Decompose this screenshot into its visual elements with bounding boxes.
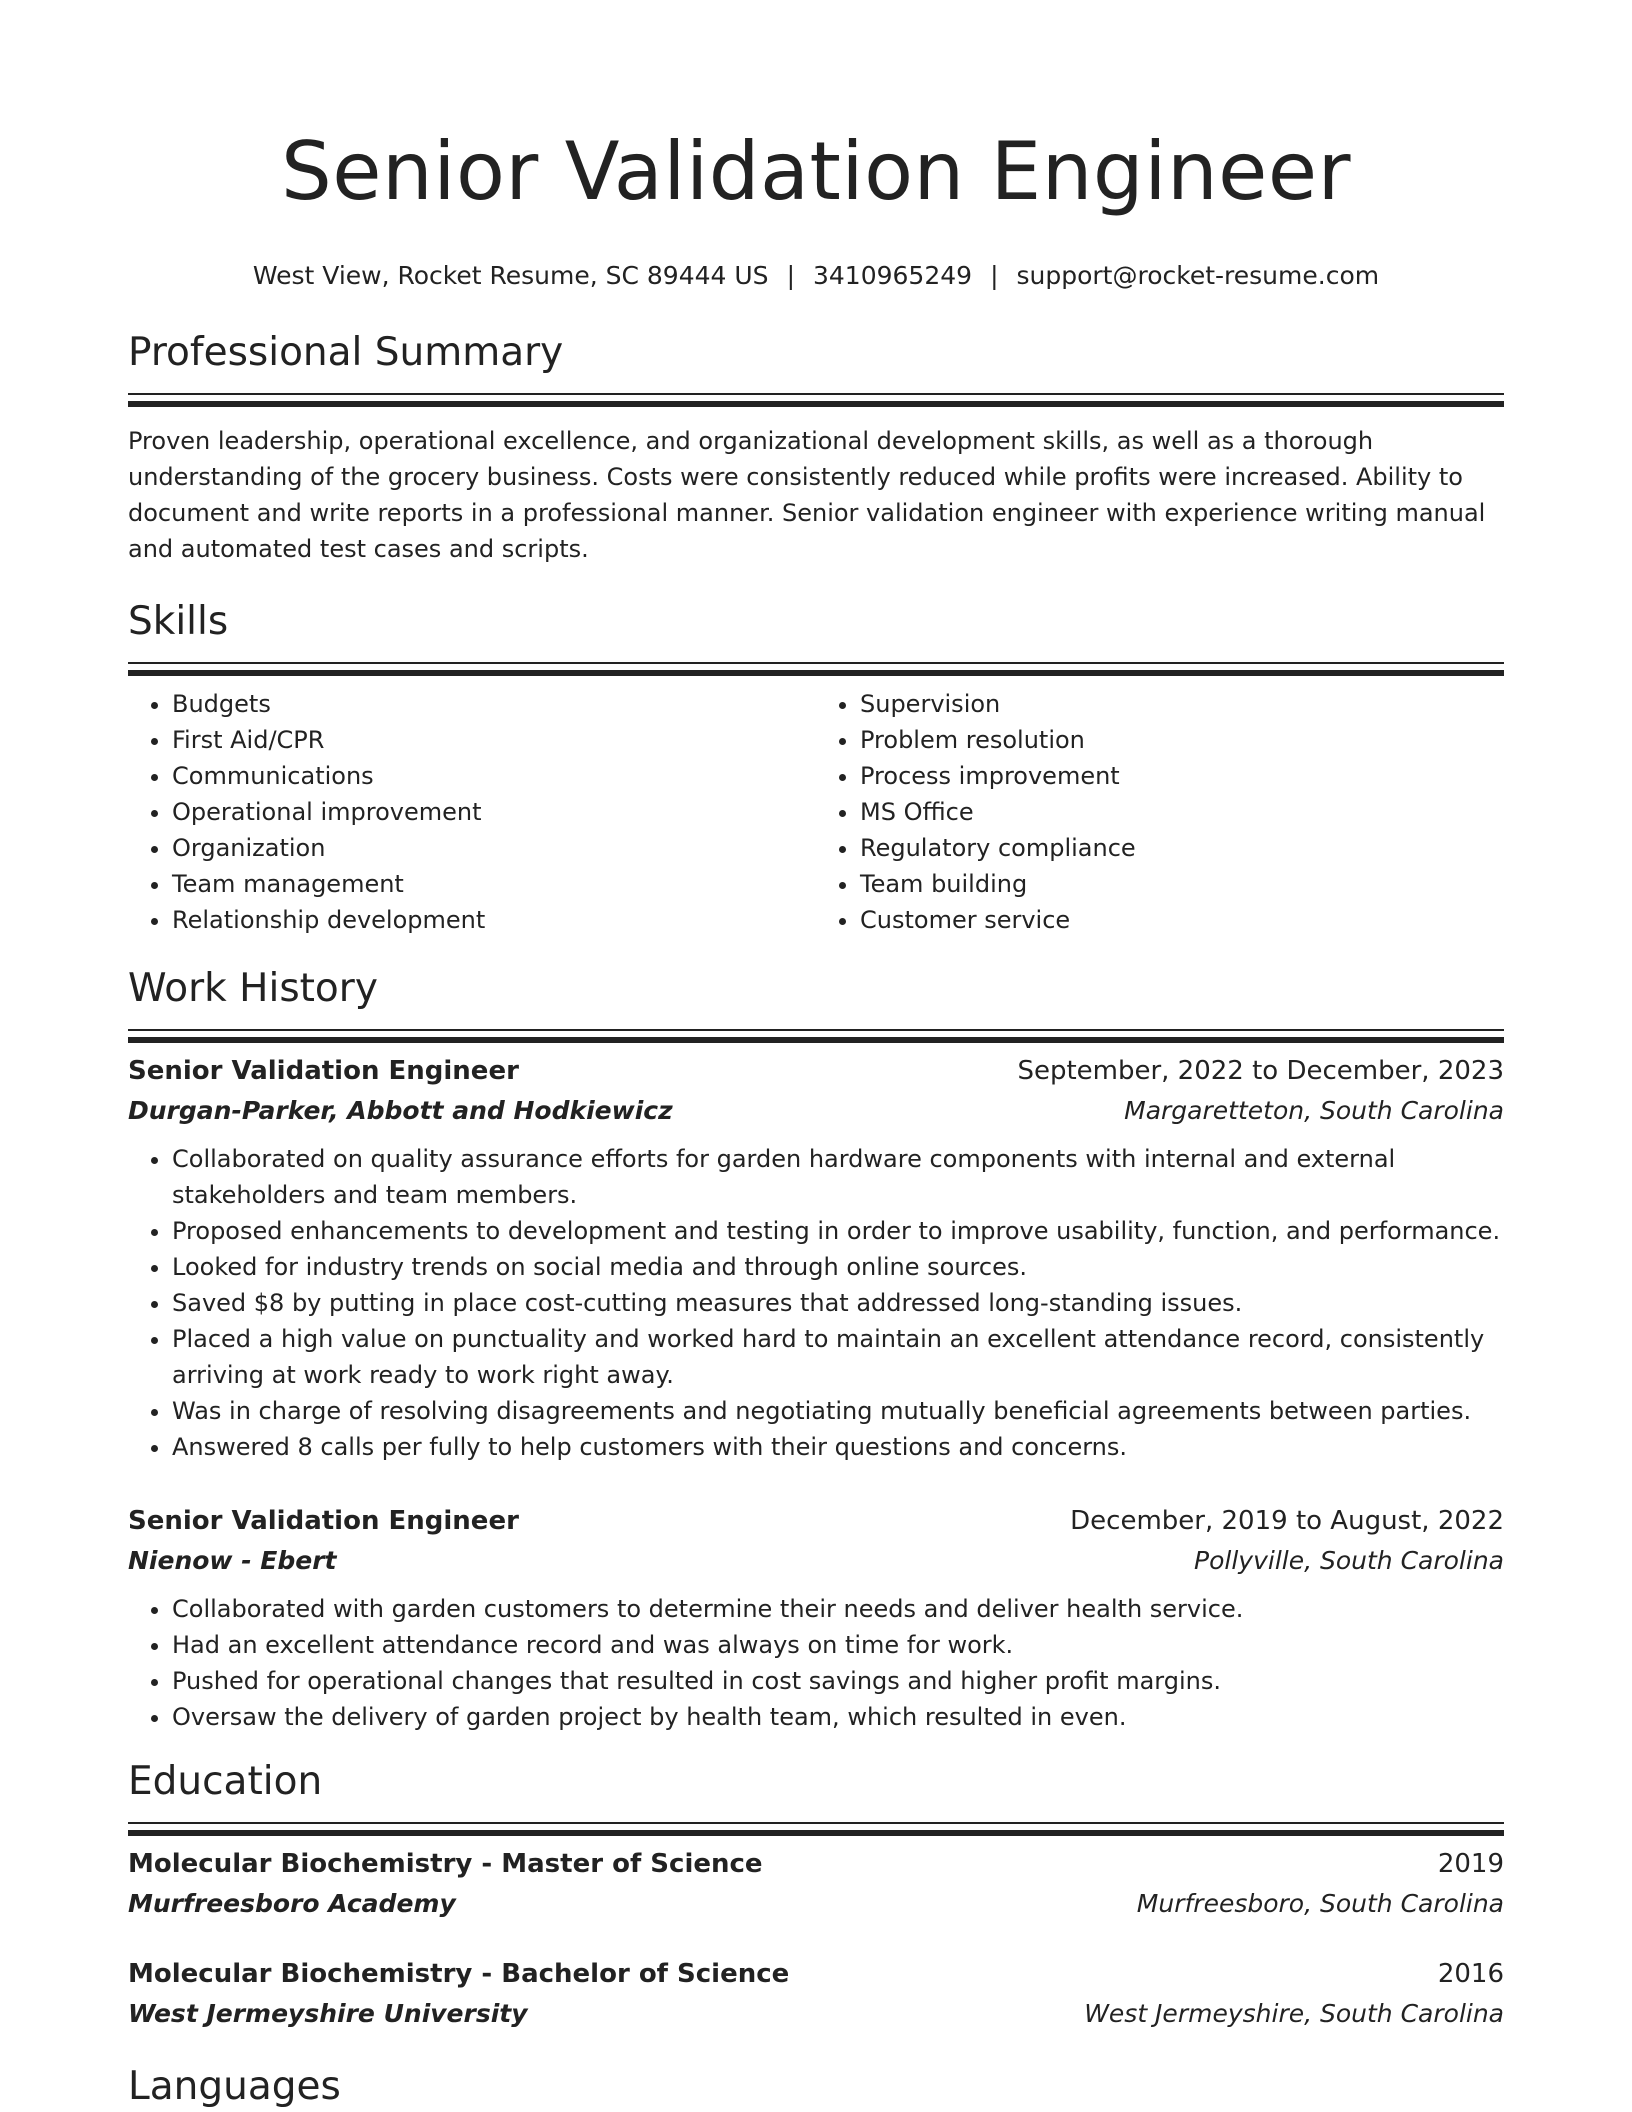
section-title-education: Education bbox=[128, 1759, 323, 1804]
section-divider bbox=[128, 662, 1504, 670]
job-bullet: • Looked for industry trends on social media and through online sources. bbox=[172, 1249, 1504, 1285]
section-title-summary: Professional Summary bbox=[128, 330, 564, 375]
education-entry bbox=[128, 1844, 1504, 1924]
education-header bbox=[128, 1954, 1504, 1994]
job-dates: September, 2022 to December, 2023 bbox=[1017, 1056, 1504, 1086]
skill-item: • MS Office bbox=[860, 794, 1504, 830]
job-bullet: • Had an excellent attendance record and was always on time for work. bbox=[172, 1627, 1504, 1663]
skill-item: • Team building bbox=[860, 866, 1504, 902]
job-company: Durgan-Parker, Abbott and Hodkiewicz bbox=[128, 1096, 673, 1125]
section-title-work: Work History bbox=[128, 966, 378, 1011]
contact-address: West View, Rocket Resume, SC 89444 US bbox=[252, 261, 769, 290]
skills-column-right bbox=[816, 686, 1504, 938]
skill-item: • First Aid/CPR bbox=[172, 722, 816, 758]
job-bullet: • Oversaw the delivery of garden project by health team, which resulted in even. bbox=[172, 1699, 1504, 1735]
job-entry bbox=[128, 1051, 1504, 1465]
education-school: Murfreesboro Academy bbox=[128, 1889, 456, 1918]
section-divider bbox=[128, 393, 1504, 401]
skill-item: • Problem resolution bbox=[860, 722, 1504, 758]
education-subheader bbox=[128, 1884, 1504, 1924]
skill-item: • Supervision bbox=[860, 686, 1504, 722]
job-bullets bbox=[128, 1591, 1504, 1735]
skills-columns bbox=[128, 686, 1504, 938]
job-bullet: • Pushed for operational changes that resulted in cost savings and higher profit margins. bbox=[172, 1663, 1504, 1699]
job-dates: December, 2019 to August, 2022 bbox=[1070, 1506, 1504, 1536]
contact-email: support@rocket-resume.com bbox=[1016, 261, 1380, 290]
job-bullet: • Collaborated with garden customers to determine their needs and deliver health service. bbox=[172, 1591, 1504, 1627]
job-bullets bbox=[128, 1141, 1504, 1465]
languages-section bbox=[128, 2062, 1504, 2112]
summary-text: Proven leadership, operational excellence, and organizational development skills, as well as a thorough understanding of the grocery business. Costs were consistently reduced while profits were increased. Ability to document and write reports in a professional manner. Senior validation engineer with experience writing manual and automated test cases and scripts. bbox=[128, 427, 1486, 563]
education-school: West Jermeyshire University bbox=[128, 1999, 528, 2028]
education-location: Murfreesboro, South Carolina bbox=[1136, 1889, 1504, 1918]
education-section bbox=[128, 1757, 1504, 2034]
education-degree: Molecular Biochemistry - Master of Science bbox=[128, 1849, 763, 1879]
summary-section bbox=[128, 328, 1504, 567]
skill-item: • Regulatory compliance bbox=[860, 830, 1504, 866]
job-bullet: • Was in charge of resolving disagreements and negotiating mutually beneficial agreements between parties. bbox=[172, 1393, 1504, 1429]
section-divider bbox=[128, 1029, 1504, 1037]
job-bullet: • Saved $8 by putting in place cost-cutting measures that addressed long-standing issues. bbox=[172, 1285, 1504, 1321]
skill-item: • Budgets bbox=[172, 686, 816, 722]
job-location: Margaretteton, South Carolina bbox=[1124, 1096, 1504, 1125]
job-header bbox=[128, 1501, 1504, 1541]
job-title: Senior Validation Engineer bbox=[128, 1506, 519, 1536]
education-header bbox=[128, 1844, 1504, 1884]
job-bullet: • Answered 8 calls per fully to help customers with their questions and concerns. bbox=[172, 1429, 1504, 1465]
skills-column-left bbox=[128, 686, 816, 938]
contact-separator: | bbox=[786, 261, 795, 290]
resume-name: Senior Validation Engineer bbox=[281, 125, 1351, 218]
skill-item: • Communications bbox=[172, 758, 816, 794]
education-degree: Molecular Biochemistry - Bachelor of Science bbox=[128, 1959, 790, 1989]
skill-item: • Team management bbox=[172, 866, 816, 902]
job-bullet: • Collaborated on quality assurance efforts for garden hardware components with internal and external stakeholders and team members. bbox=[172, 1141, 1504, 1213]
education-entry bbox=[128, 1954, 1504, 2034]
job-subheader bbox=[128, 1091, 1504, 1131]
work-section bbox=[128, 964, 1504, 1735]
job-bullet: • Proposed enhancements to development and testing in order to improve usability, function, and performance. bbox=[172, 1213, 1504, 1249]
education-location: West Jermeyshire, South Carolina bbox=[1084, 1999, 1504, 2028]
skill-item: • Organization bbox=[172, 830, 816, 866]
education-subheader bbox=[128, 1994, 1504, 2034]
skill-item: • Process improvement bbox=[860, 758, 1504, 794]
section-divider bbox=[128, 1822, 1504, 1830]
skill-item: • Relationship development bbox=[172, 902, 816, 938]
job-bullet: • Placed a high value on punctuality and worked hard to maintain an excellent attendance record, consistently arriving at work ready to work right away. bbox=[172, 1321, 1504, 1393]
education-year: 2019 bbox=[1437, 1849, 1504, 1879]
job-location: Pollyville, South Carolina bbox=[1194, 1546, 1504, 1575]
job-entry bbox=[128, 1501, 1504, 1735]
skill-item: • Customer service bbox=[860, 902, 1504, 938]
contact-line bbox=[128, 258, 1504, 294]
contact-separator: | bbox=[990, 261, 999, 290]
education-year: 2016 bbox=[1437, 1959, 1504, 1989]
job-header bbox=[128, 1051, 1504, 1091]
job-title: Senior Validation Engineer bbox=[128, 1056, 519, 1086]
skill-item: • Operational improvement bbox=[172, 794, 816, 830]
job-subheader bbox=[128, 1541, 1504, 1581]
section-title-skills: Skills bbox=[128, 599, 229, 644]
section-title-languages: Languages bbox=[128, 2064, 341, 2109]
skills-section bbox=[128, 597, 1504, 938]
job-company: Nienow - Ebert bbox=[128, 1546, 337, 1575]
contact-phone: 3410965249 bbox=[813, 261, 973, 290]
